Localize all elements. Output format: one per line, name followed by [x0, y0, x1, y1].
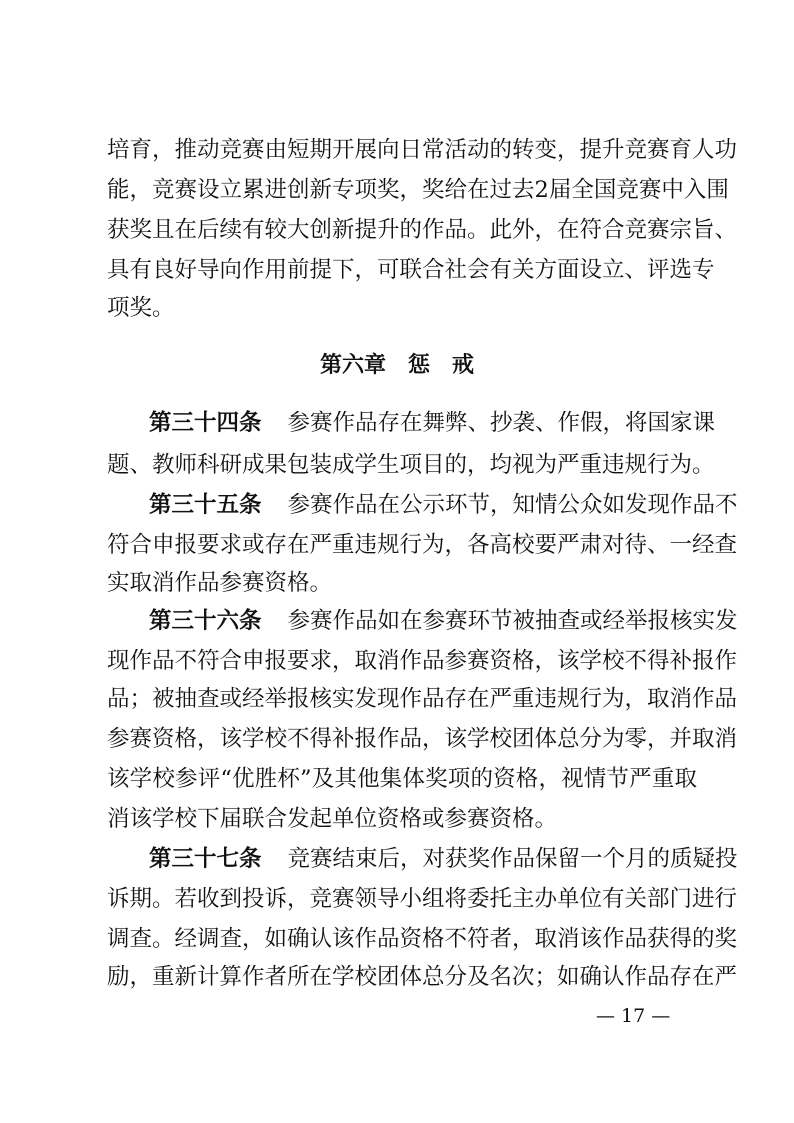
page-number: — 17 — [596, 1005, 671, 1027]
article-35-line-2: 符合申报要求或存在严重违规行为，各高校要严肃对待、一经查 [107, 532, 738, 558]
intro-line-4: 具有良好导向作用前提下，可联合社会有关方面设立、评选专 [107, 257, 715, 283]
article-number: 第三十四条 [149, 410, 262, 436]
article-text: 参赛作品在公示环节，知情公众如发现作品不 [287, 492, 738, 518]
article-36-line-5: 该学校参评“优胜杯”及其他集体奖项的资格，视情节严重取 [107, 766, 697, 792]
intro-line-2: 能，竞赛设立累进创新专项奖，奖给在过去2届全国竞赛中入围 [107, 177, 729, 203]
article-text: 参赛作品如在参赛环节被抽查或经举报核实发 [287, 608, 738, 634]
article-37-line-4: 励，重新计算作者所在学校团体总分及名次；如确认作品存在严 [107, 964, 738, 990]
article-34-first-line [149, 408, 716, 438]
chapter-title: 第六章 惩 戒 [319, 353, 474, 378]
article-37-line-2: 诉期。若收到投诉，竞赛领导小组将委托主办单位有关部门进行 [107, 886, 738, 912]
intro-line-5: 项奖。 [107, 295, 175, 321]
article-36-line-4: 参赛资格，该学校不得补报作品，该学校团体总分为零，并取消 [107, 726, 738, 752]
article-text: 竞赛结束后，对获奖作品保留一个月的质疑投 [287, 846, 738, 872]
intro-line-3: 获奖且在后续有较大创新提升的作品。此外，在符合竞赛宗旨、 [107, 217, 738, 243]
article-36-line-2: 现作品不符合申报要求，取消作品参赛资格，该学校不得补报作 [107, 648, 738, 674]
article-37-line-3: 调查。经调查，如确认该作品资格不符者，取消该作品获得的奖 [107, 926, 738, 952]
article-35-first-line [149, 490, 738, 520]
article-34-line-2: 题、教师科研成果包装成学生项目的，均视为严重违规行为。 [107, 452, 715, 478]
article-36-line-6: 消该学校下届联合发起单位资格或参赛资格。 [107, 806, 558, 832]
intro-line-1: 培育，推动竞赛由短期开展向日常活动的转变，提升竞赛育人功 [107, 137, 738, 163]
article-text: 参赛作品存在舞弊、抄袭、作假，将国家课 [287, 410, 716, 436]
article-36-line-3: 品；被抽查或经举报核实发现作品存在严重违规行为，取消作品 [107, 686, 738, 712]
article-number: 第三十七条 [149, 846, 262, 872]
article-36-first-line [149, 606, 738, 636]
article-number: 第三十五条 [149, 492, 262, 518]
article-37-first-line [149, 844, 738, 874]
article-35-line-3: 实取消作品参赛资格。 [107, 570, 333, 596]
article-number: 第三十六条 [149, 608, 262, 634]
